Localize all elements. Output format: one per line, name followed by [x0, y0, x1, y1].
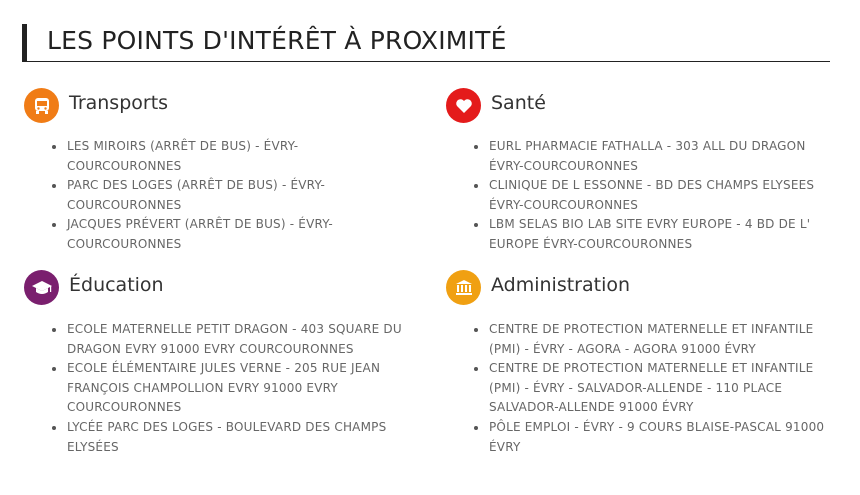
section-administration: [446, 270, 846, 454]
section-sante-header: [446, 88, 846, 126]
section-title: Transports: [69, 92, 169, 114]
section-transports: [24, 88, 424, 251]
list-item: LYCÉE PARC DES LOGES - BOULEVARD DES CHAMPS ELYSÉES: [52, 418, 412, 457]
list-item: PÔLE EMPLOI - ÉVRY - 9 COURS BLAISE-PASCAL 91000 ÉVRY: [474, 418, 834, 457]
section-header: [22, 24, 830, 62]
section-sante: [446, 88, 846, 251]
graduation-cap-icon: [24, 270, 59, 305]
list-item: LBM SELAS BIO LAB SITE EVRY EUROPE - 4 BD DE L' EUROPE ÉVRY-COURCOURONNES: [474, 215, 834, 254]
administration-list: [474, 320, 834, 457]
list-item: ECOLE MATERNELLE PETIT DRAGON - 403 SQUARE DU DRAGON EVRY 91000 EVRY COURCOURONNES: [52, 320, 412, 359]
list-item: CENTRE DE PROTECTION MATERNELLE ET INFANTILE (PMI) - ÉVRY - AGORA - AGORA 91000 ÉVRY: [474, 320, 834, 359]
section-transports-header: [24, 88, 424, 126]
section-administration-header: [446, 270, 846, 308]
list-item: EURL PHARMACIE FATHALLA - 303 ALL DU DRAGON ÉVRY-COURCOURONNES: [474, 137, 834, 176]
bus-icon: [24, 88, 59, 123]
heart-icon: [446, 88, 481, 123]
list-item: CLINIQUE DE L ESSONNE - BD DES CHAMPS ELYSEES ÉVRY-COURCOURONNES: [474, 176, 834, 215]
list-item: CENTRE DE PROTECTION MATERNELLE ET INFANTILE (PMI) - ÉVRY - SALVADOR-ALLENDE - 110 PLACE SALVADOR-ALLENDE 91000 ÉVRY: [474, 359, 834, 418]
section-education-header: [24, 270, 424, 308]
list-item: ECOLE ÉLÉMENTAIRE JULES VERNE - 205 RUE JEAN FRANÇOIS CHAMPOLLION EVRY 91000 EVRY COURCOURONNES: [52, 359, 412, 418]
page-title: LES POINTS D'INTÉRÊT À PROXIMITÉ: [47, 26, 507, 55]
education-list: [52, 320, 412, 457]
list-item: PARC DES LOGES (ARRÊT DE BUS) - ÉVRY-COURCOURONNES: [52, 176, 412, 215]
transports-list: [52, 137, 412, 255]
section-title: Administration: [491, 274, 631, 296]
section-title: Éducation: [69, 274, 164, 296]
institution-icon: [446, 270, 481, 305]
list-item: LES MIROIRS (ARRÊT DE BUS) - ÉVRY-COURCOURONNES: [52, 137, 412, 176]
sante-list: [474, 137, 834, 255]
list-item: JACQUES PRÉVERT (ARRÊT DE BUS) - ÉVRY-COURCOURONNES: [52, 215, 412, 254]
section-education: [24, 270, 424, 454]
section-title: Santé: [491, 92, 546, 114]
